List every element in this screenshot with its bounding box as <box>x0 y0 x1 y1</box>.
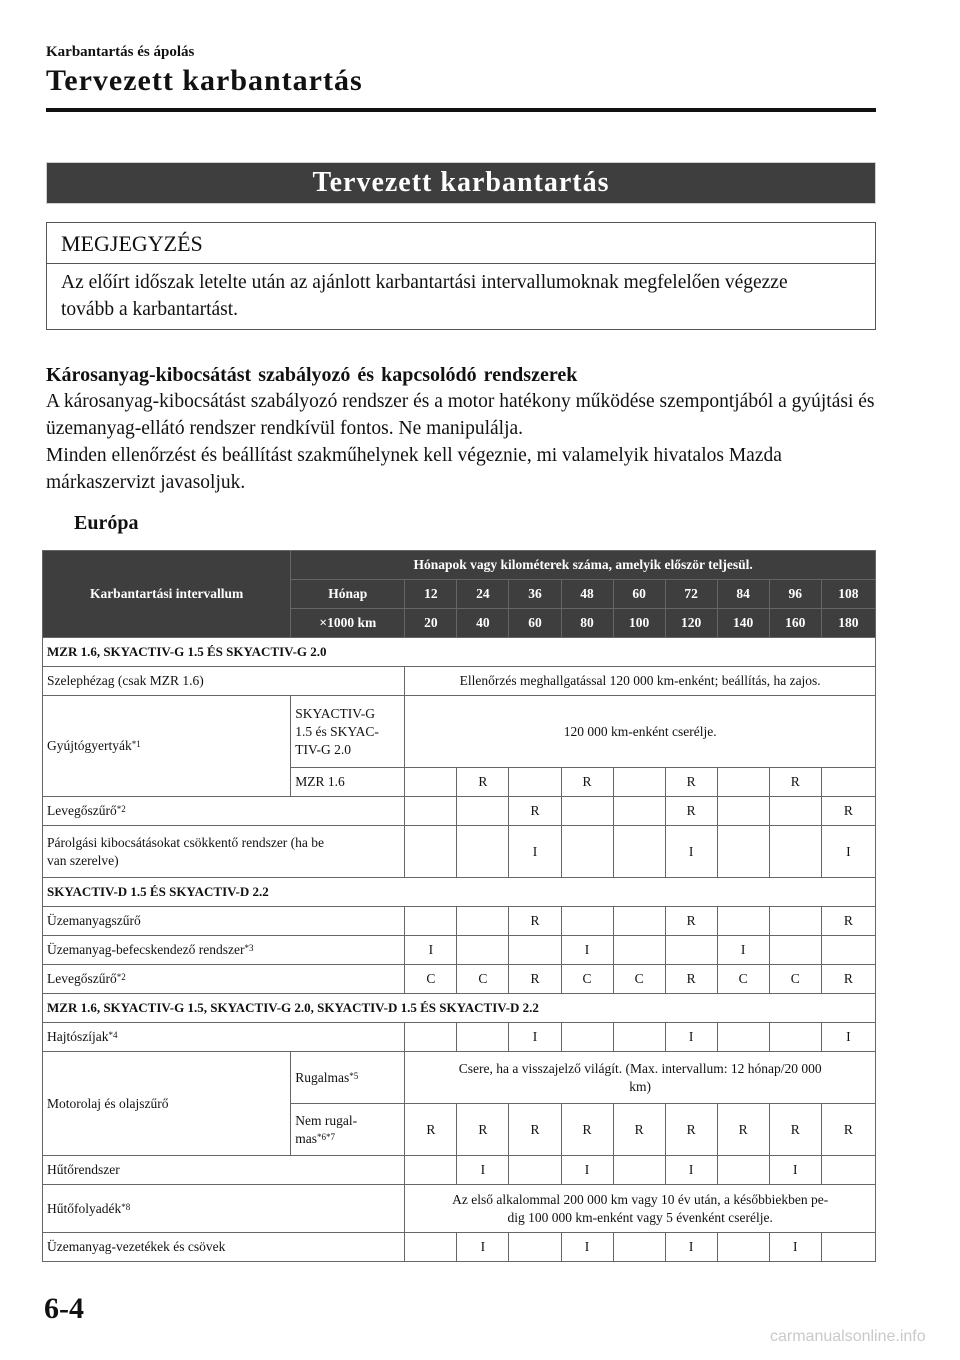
interval-cell: I <box>509 826 561 878</box>
km-cell: 100 <box>613 609 665 638</box>
row-label: Párolgási kibocsátásokat csökkentő rendszer (ha be van szerelve) <box>43 826 405 878</box>
interval-cell <box>509 1233 561 1262</box>
interval-cell <box>613 1023 665 1052</box>
interval-cell <box>769 1023 821 1052</box>
interval-cell <box>457 936 509 965</box>
section-row <box>43 638 876 667</box>
interval-cell: R <box>405 1104 457 1156</box>
interval-cell <box>717 1156 769 1185</box>
table-row <box>43 936 876 965</box>
interval-cell: C <box>717 965 769 994</box>
section-diesel: SKYACTIV-D 1.5 ÉS SKYACTIV-D 2.2 <box>43 878 876 907</box>
interval-cell: C <box>613 965 665 994</box>
interval-cell <box>613 826 665 878</box>
interval-cell: R <box>509 797 561 826</box>
interval-cell: C <box>405 965 457 994</box>
table-row <box>43 1052 876 1104</box>
row-label: Üzemanyag-befecskendező rendszer$^{*3}$ <box>43 936 405 965</box>
section-all: MZR 1.6, SKYACTIV-G 1.5, SKYACTIV-G 2.0, SKYACTIV-D 1.5 ÉS SKYACTIV-D 2.2 <box>43 994 876 1023</box>
oil-flex: Rugalmas$^{*5}$ <box>291 1052 405 1104</box>
section-mzr: MZR 1.6, SKYACTIV-G 1.5 ÉS SKYACTIV-G 2.0 <box>43 638 876 667</box>
emission-heading: Károsanyag-kibocsátást szabályozó és kapcsolódó rendszerek <box>46 364 578 386</box>
interval-cell <box>717 1233 769 1262</box>
table-row <box>43 797 876 826</box>
km-cell: 80 <box>561 609 613 638</box>
km-cell: 180 <box>821 609 875 638</box>
header-row-top <box>43 551 876 580</box>
interval-cell <box>821 1156 875 1185</box>
interval-cell: R <box>509 1104 561 1156</box>
km-cell: 60 <box>509 609 561 638</box>
interval-cell <box>405 768 457 797</box>
interval-cell: R <box>509 965 561 994</box>
km-cell: 120 <box>665 609 717 638</box>
interval-cell: R <box>457 768 509 797</box>
interval-cell: R <box>821 907 875 936</box>
interval-cell <box>509 936 561 965</box>
row-label: Levegőszűrő$^{*2}$ <box>43 965 405 994</box>
table-row <box>43 1156 876 1185</box>
interval-cell <box>613 1156 665 1185</box>
interval-cell: I <box>665 826 717 878</box>
interval-cell: R <box>613 1104 665 1156</box>
region-label: Európa <box>74 512 139 534</box>
row-label: Hajtószíjak$^{*4}$ <box>43 1023 405 1052</box>
interval-cell <box>821 1233 875 1262</box>
interval-cell <box>769 907 821 936</box>
km-cell: 140 <box>717 609 769 638</box>
month-cell: 84 <box>717 580 769 609</box>
valve-note: Ellenőrzés meghallgatással 120 000 km-enként; beállítás, ha zajos. <box>405 667 876 696</box>
interval-cell: R <box>717 1104 769 1156</box>
title-rule <box>46 108 876 112</box>
note-box <box>46 222 876 330</box>
row-label: Gyújtógyertyák$^{*1}$ <box>43 696 291 797</box>
coolant-note: Az első alkalommal 200 000 km vagy 10 év után, a későbbiekben pe- dig 100 000 km-enként vagy 5 évenként cserélje. <box>405 1185 876 1233</box>
interval-cell <box>717 826 769 878</box>
oil-flex-note: Csere, ha a visszajelző világít. (Max. intervallum: 12 hónap/20 000 km) <box>405 1052 876 1104</box>
month-cell: 108 <box>821 580 875 609</box>
interval-cell <box>405 826 457 878</box>
table-row <box>43 965 876 994</box>
interval-cell <box>821 936 875 965</box>
row-label: Üzemanyag-vezetékek és csövek <box>43 1233 405 1262</box>
interval-cell <box>457 1023 509 1052</box>
interval-cell: R <box>769 768 821 797</box>
page-number: 6-4 <box>44 1292 84 1325</box>
month-cell: 72 <box>665 580 717 609</box>
interval-cell: R <box>509 907 561 936</box>
interval-cell: I <box>769 1156 821 1185</box>
interval-cell <box>457 907 509 936</box>
km-cell: 160 <box>769 609 821 638</box>
interval-cell <box>405 907 457 936</box>
interval-cell <box>561 826 613 878</box>
interval-cell: I <box>509 1023 561 1052</box>
note-title: MEGJEGYZÉS <box>61 231 203 256</box>
page-title: Tervezett karbantartás <box>46 64 363 97</box>
interval-cell: I <box>821 1023 875 1052</box>
section-label: Karbantartás és ápolás <box>46 44 195 60</box>
interval-cell: C <box>769 965 821 994</box>
interval-cell <box>509 1156 561 1185</box>
row-label: Motorolaj és olajszűrő <box>43 1052 291 1156</box>
interval-cell: R <box>561 768 613 797</box>
note-divider <box>47 263 875 264</box>
spark-sub-skyactiv: SKYACTIV-G 1.5 és SKYAC- TIV-G 2.0 <box>291 696 405 768</box>
interval-cell <box>457 797 509 826</box>
interval-cell <box>561 797 613 826</box>
interval-cell: R <box>665 965 717 994</box>
paragraph-1: A károsanyag-kibocsátást szabályozó rendszer és a motor hatékony működése szempontjából a gyújtási és üzemanyag-ellátó rendszer rendkívül fontos. Ne manipulálja. <box>46 391 875 439</box>
row-label: Hűtőfolyadék$^{*8}$ <box>43 1185 405 1233</box>
interval-cell <box>457 826 509 878</box>
interval-cell: R <box>665 1104 717 1156</box>
interval-cell: I <box>457 1233 509 1262</box>
interval-cell: I <box>769 1233 821 1262</box>
interval-cell: R <box>665 768 717 797</box>
month-cell: 12 <box>405 580 457 609</box>
row-label: Szelephézag (csak MZR 1.6) <box>43 667 405 696</box>
interval-header: Karbantartási intervallum <box>43 551 291 638</box>
km-cell: 20 <box>405 609 457 638</box>
spark-note: 120 000 km-enként cserélje. <box>405 696 876 768</box>
row-label: Levegőszűrő$^{*2}$ <box>43 797 405 826</box>
interval-cell: R <box>561 1104 613 1156</box>
interval-cell <box>717 797 769 826</box>
row-label: Üzemanyagszűrő <box>43 907 405 936</box>
interval-cell <box>405 1156 457 1185</box>
interval-cell <box>613 768 665 797</box>
interval-cell <box>613 936 665 965</box>
interval-cell: I <box>561 936 613 965</box>
body-text <box>46 388 886 496</box>
interval-cell: I <box>405 936 457 965</box>
interval-cell <box>613 797 665 826</box>
oil-fixed: Nem rugal- mas$^{*6*7}$ <box>291 1104 405 1156</box>
section-row <box>43 878 876 907</box>
table-row <box>43 1185 876 1233</box>
interval-cell: R <box>821 1104 875 1156</box>
interval-cell: R <box>769 1104 821 1156</box>
interval-cell <box>717 1023 769 1052</box>
table-row <box>43 826 876 878</box>
interval-cell: I <box>665 1023 717 1052</box>
interval-cell <box>769 936 821 965</box>
table-row <box>43 667 876 696</box>
interval-cell <box>405 797 457 826</box>
interval-cell: I <box>821 826 875 878</box>
interval-cell: I <box>561 1156 613 1185</box>
interval-cell: R <box>665 907 717 936</box>
table-row <box>43 1023 876 1052</box>
table-row <box>43 907 876 936</box>
interval-cell: I <box>665 1233 717 1262</box>
paragraph-2: Minden ellenőrzést és beállítást szakműhelynek kell végeznie, mi valamelyik hivatalos Mazda márkaszervizt javasoljuk. <box>46 445 782 493</box>
km-label: ×1000 km <box>291 609 405 638</box>
spark-sub-mzr: MZR 1.6 <box>291 768 405 797</box>
interval-cell <box>509 768 561 797</box>
month-cell: 60 <box>613 580 665 609</box>
interval-cell: C <box>457 965 509 994</box>
interval-cell <box>717 907 769 936</box>
row-label: Hűtőrendszer <box>43 1156 405 1185</box>
note-text: Az előírt időszak letelte után az ajánlott karbantartási intervallumoknak megfelelően végezze tovább a karbantartást. <box>61 272 788 320</box>
interval-cell: I <box>717 936 769 965</box>
interval-cell <box>561 1023 613 1052</box>
interval-cell <box>613 907 665 936</box>
interval-cell: R <box>665 797 717 826</box>
months-label: Hónap <box>291 580 405 609</box>
km-cell: 40 <box>457 609 509 638</box>
month-cell: 24 <box>457 580 509 609</box>
interval-cell <box>561 907 613 936</box>
interval-cell <box>769 826 821 878</box>
watermark: carmanualsonline.info <box>770 1328 926 1345</box>
interval-cell <box>717 768 769 797</box>
maintenance-table <box>42 550 876 1262</box>
month-cell: 36 <box>509 580 561 609</box>
table-row <box>43 1233 876 1262</box>
interval-cell: C <box>561 965 613 994</box>
month-cell: 96 <box>769 580 821 609</box>
interval-cell: R <box>457 1104 509 1156</box>
interval-cell: R <box>821 965 875 994</box>
interval-cell <box>613 1233 665 1262</box>
interval-cell <box>405 1233 457 1262</box>
month-cell: 48 <box>561 580 613 609</box>
interval-cell: I <box>457 1156 509 1185</box>
interval-cell <box>405 1023 457 1052</box>
interval-cell <box>665 936 717 965</box>
section-row <box>43 994 876 1023</box>
interval-cell <box>769 797 821 826</box>
interval-cell: I <box>561 1233 613 1262</box>
section-banner: Tervezett karbantartás <box>46 162 876 204</box>
interval-cell: I <box>665 1156 717 1185</box>
interval-cell: R <box>821 797 875 826</box>
top-header: Hónapok vagy kilométerek száma, amelyik először teljesül. <box>291 551 876 580</box>
table-row <box>43 696 876 768</box>
interval-cell <box>821 768 875 797</box>
